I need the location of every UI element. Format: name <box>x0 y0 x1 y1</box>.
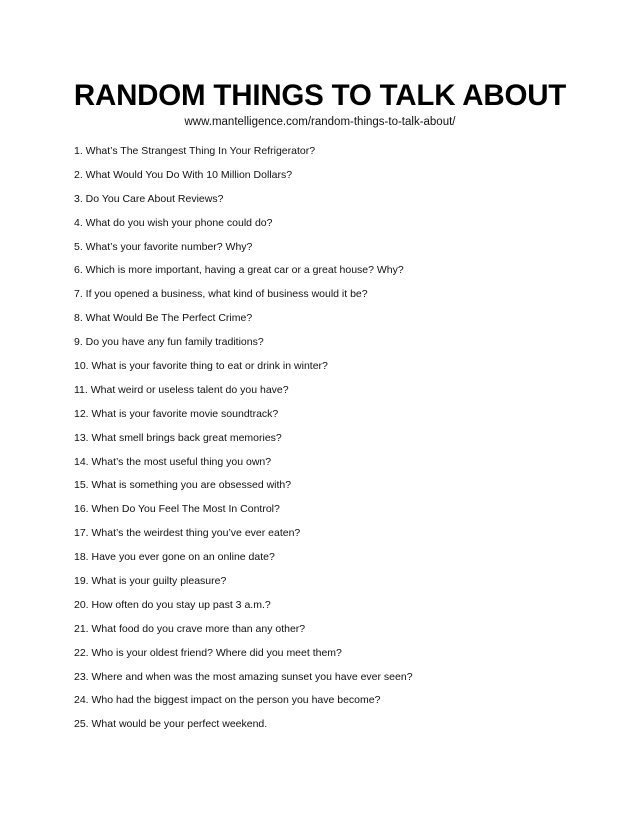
list-item: 22. Who is your oldest friend? Where did you meet them? <box>74 646 342 659</box>
list-item: 1. What’s The Strangest Thing In Your Refrigerator? <box>74 145 316 157</box>
list-item: 19. What is your guilty pleasure? <box>74 575 227 588</box>
list-item: 7. If you opened a business, what kind of business would it be? <box>74 288 368 301</box>
list-item: 23. Where and when was the most amazing sunset you have ever seen? <box>74 670 413 683</box>
list-item: 6. Which is more important, having a great car or a great house? Why? <box>74 264 404 277</box>
list-item: 24. Who had the biggest impact on the person you have become? <box>74 694 381 707</box>
source-url: www.mantelligence.com/random-things-to-talk-about/ <box>184 116 456 128</box>
list-item: 12. What is your favorite movie soundtrack? <box>74 407 279 420</box>
list-item: 14. What’s the most useful thing you own? <box>74 455 272 468</box>
list-item: 20. How often do you stay up past 3 a.m.? <box>74 598 271 611</box>
list-item: 16. When Do You Feel The Most In Control? <box>74 503 280 516</box>
list-item: 9. Do you have any fun family traditions? <box>74 336 264 349</box>
list-item: 25. What would be your perfect weekend. <box>74 718 268 731</box>
list-item: 3. Do You Care About Reviews? <box>74 192 224 205</box>
list-item: 13. What smell brings back great memories? <box>74 431 282 444</box>
list-item: 15. What is something you are obsessed with? <box>74 479 292 492</box>
list-item: 5. What’s your favorite number? Why? <box>74 240 253 253</box>
list-item: 2. What Would You Do With 10 Million Dollars? <box>74 168 293 181</box>
list-item: 21. What food do you crave more than any other? <box>74 622 306 635</box>
list-item: 18. Have you ever gone on an online date? <box>74 551 275 564</box>
list-item: 10. What is your favorite thing to eat or drink in winter? <box>74 360 328 373</box>
list-item: 17. What’s the weirdest thing you’ve ever eaten? <box>74 527 301 540</box>
list-item: 8. What Would Be The Perfect Crime? <box>74 312 253 325</box>
list-item: 11. What weird or useless talent do you have? <box>74 383 289 396</box>
questions-list <box>74 144 594 741</box>
page-title: RANDOM THINGS TO TALK ABOUT <box>73 79 567 112</box>
list-item: 4. What do you wish your phone could do? <box>74 216 273 229</box>
